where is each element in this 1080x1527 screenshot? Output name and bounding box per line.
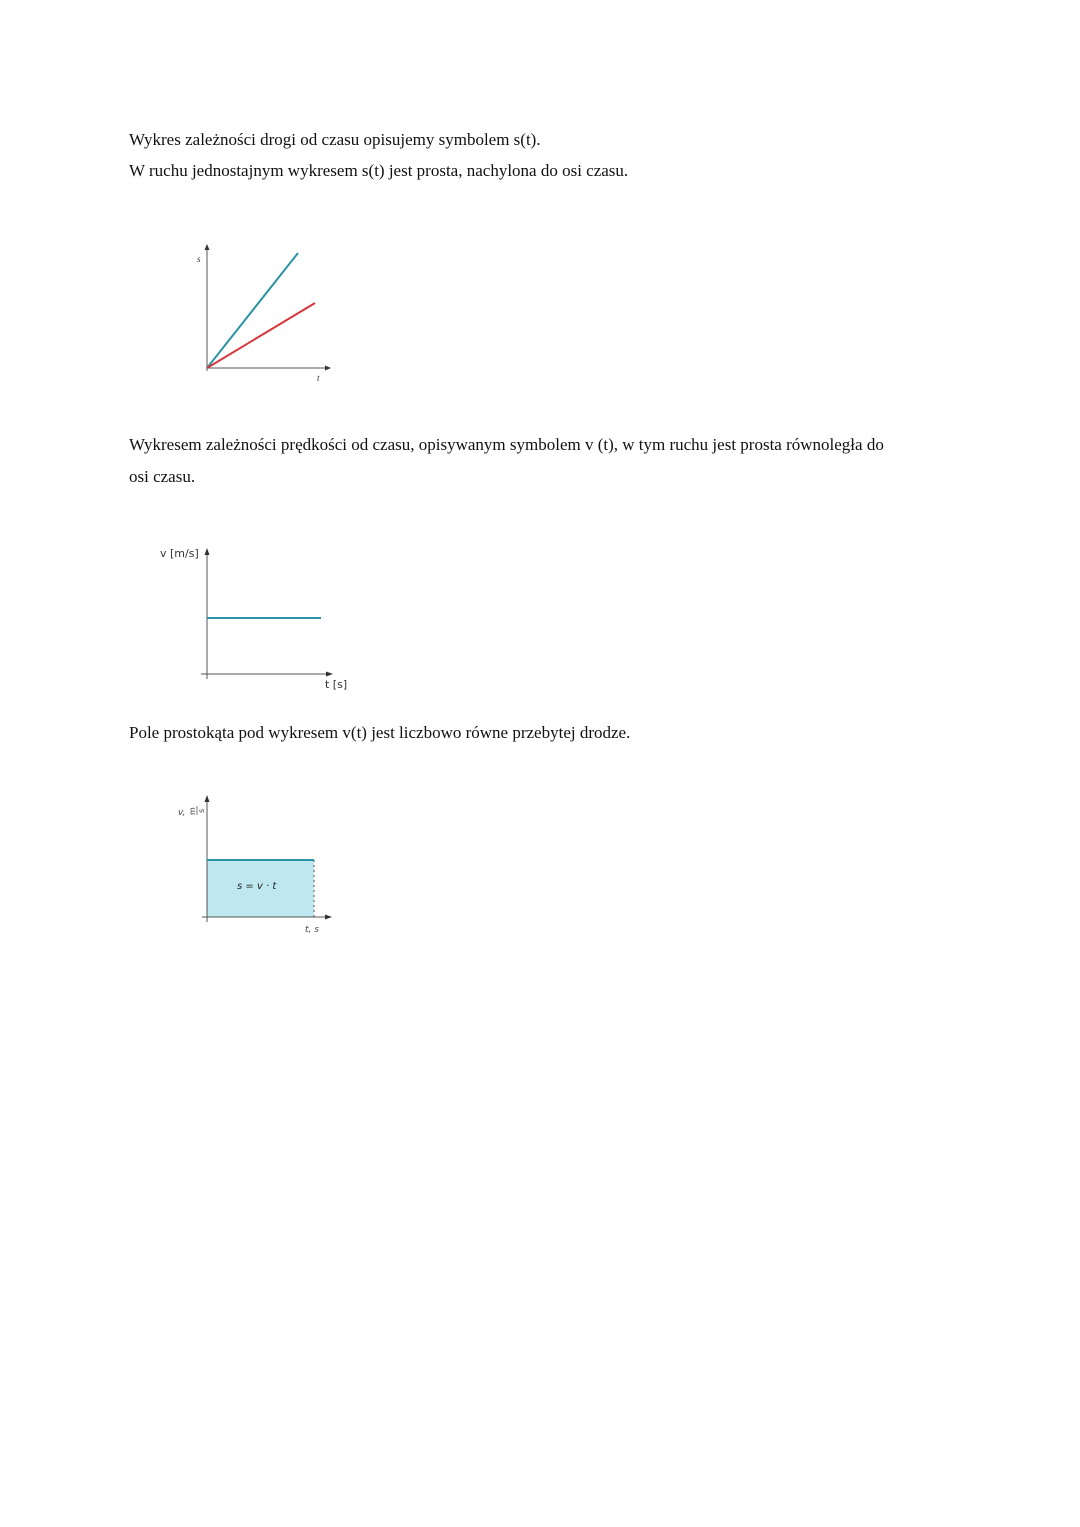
x-axis-label: t [s] (325, 678, 348, 691)
x-axis-arrow (325, 366, 331, 371)
v-t-area-graph (165, 788, 345, 943)
line-slow (207, 303, 315, 368)
y-axis-label: s (197, 254, 201, 264)
x-axis-arrow (325, 915, 332, 920)
y-axis-label-v: v, (178, 808, 186, 818)
x-axis-label: t (317, 373, 320, 383)
y-axis-label: v [m/s] (160, 547, 199, 560)
paragraph-s-t-line2: W ruchu jednostajnym wykresem s(t) jest prosta, nachylona do osi czasu. (129, 161, 629, 180)
paragraph-area: Pole prostokąta pod wykresem v(t) jest liczbowo równe przebytej drodze. (129, 723, 631, 742)
x-axis-label: t, s (305, 925, 319, 935)
y-axis-arrow (205, 548, 210, 555)
unit-denominator: s (197, 808, 206, 813)
area-formula-label: s = v · t (237, 881, 277, 892)
unit-numerator: m (188, 807, 197, 815)
y-axis-arrow (205, 795, 210, 802)
paragraph-v-t-line2: osi czasu. (129, 467, 196, 486)
y-axis-unit-fraction (188, 806, 206, 815)
s-t-graph (180, 235, 350, 395)
y-axis-arrow (205, 244, 210, 250)
paragraph-s-t-line1: Wykres zależności drogi od czasu opisujemy symbolem s(t). (129, 130, 541, 149)
x-axis-arrow (326, 672, 333, 677)
v-t-graph (150, 535, 370, 700)
paragraph-v-t-line1: Wykresem zależności prędkości od czasu, opisywanym symbolem v (t), w tym ruchu jest prosta równoległa do (129, 435, 884, 454)
line-fast (207, 253, 298, 368)
